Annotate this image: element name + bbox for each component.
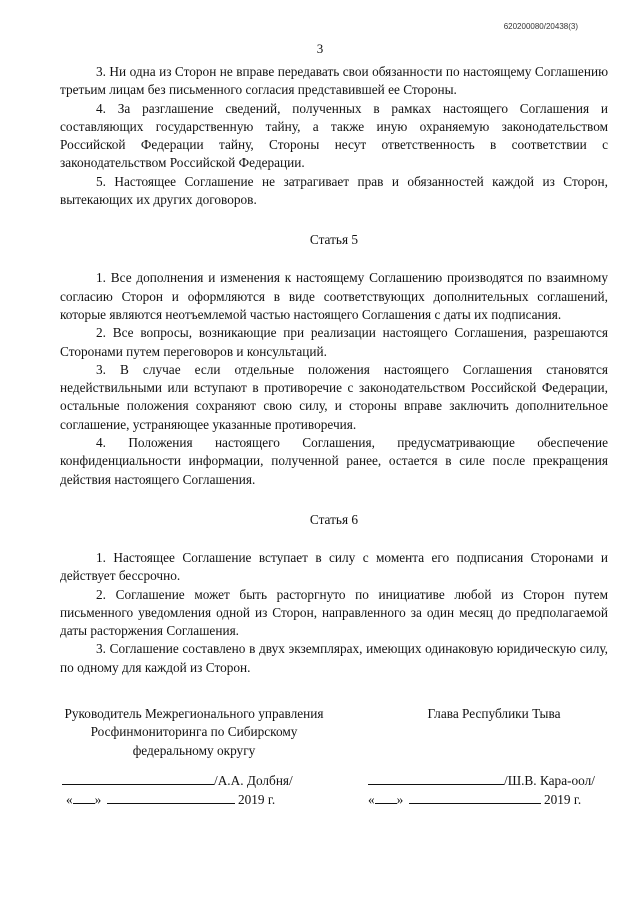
article-6-heading: Статья 6 [309,511,359,527]
date-quote-open: « [368,792,375,807]
paragraph: 2. Все вопросы, возникающие при реализации настоящего Соглашения, разрешаются Сторонами путем переговоров и консультаций. [60,325,608,359]
left-date-year: 2019 г. [237,792,276,807]
paragraph: 5. Настоящее Соглашение не затрагивает прав и обязанностей каждой из Сторон, вытекающих их других договоров. [60,173,608,208]
article-5-heading: Статья 5 [309,232,359,248]
document-id: 620200080/20438(3) [503,22,578,31]
month-blank [107,791,235,804]
paragraph: 2. Соглашение может быть расторгнуто по инициативе любой из Сторон путем письменного уведомления одной из Сторон, направленного за один месяц до предполагаемой даты расторжения Соглашения. [60,586,608,639]
left-signatory-title: Руководитель Межрегионального управления Росфинмониторинга по Сибирскому федеральному округу [64,706,324,758]
paragraph: 3. В случае если отдельные положения настоящего Соглашения становятся недействильными или вступают в противоречие с законодательством Российской Федерации, остальные положения сохраняют свою силу, и стороны вправе заключить дополнительное соглашение, устраняющее указанные противоречия. [60,361,608,432]
date-quote-close: » [94,792,102,807]
document-body [60,63,608,677]
paragraph: 1. Настоящее Соглашение вступает в силу с момента его подписания Сторонами и действует бессрочно. [60,549,608,584]
paragraph: 3. Ни одна из Сторон не вправе передавать свои обязанности по настоящему Соглашению третьим лицам без письменного согласия представившей ее Стороны. [60,64,608,98]
right-date-line [368,791,581,809]
right-signatory-title: Глава Республики Тыва [427,706,561,721]
day-blank [73,791,95,804]
right-signatory-name: /Ш.В. Кара-оол/ [504,773,595,788]
left-signature-line [62,772,293,790]
paragraph: 4. Положения настоящего Соглашения, предусматривающие обеспечение конфиденциальности информации, полученной ранее, остается в силе после прекращения действия настоящего Соглашения. [60,435,608,487]
date-quote-open: « [66,792,73,807]
signature-blank [368,772,504,785]
signature-blank [62,772,214,785]
right-signature-line [368,772,595,790]
day-blank [375,791,397,804]
paragraph: 1. Все дополнения и изменения к настоящему Соглашению производятся по взаимному согласию Сторон и оформляются в виде соответствующих дополнительных соглашений, которые являются неотъемлемой частью настоящего Соглашения с даты их подписания. [60,270,608,322]
date-quote-close: » [396,792,404,807]
left-signatory-name: /А.А. Долбня/ [214,773,293,788]
page-number: 3 [316,41,324,56]
left-date-line [66,791,275,809]
paragraph: 4. За разглашение сведений, полученных в рамках настоящего Соглашения и составляющих государственную тайну, а также иную охраняемую законодательством Российской Федерации тайну, Стороны несут ответственность в соответствии с законодательством Российской Федерации. [60,100,608,171]
month-blank [409,791,541,804]
paragraph: 3. Соглашение составлено в двух экземплярах, имеющих одинаковую юридическую силу, по одному для каждой из Сторон. [60,641,608,675]
right-date-year: 2019 г. [543,792,582,807]
